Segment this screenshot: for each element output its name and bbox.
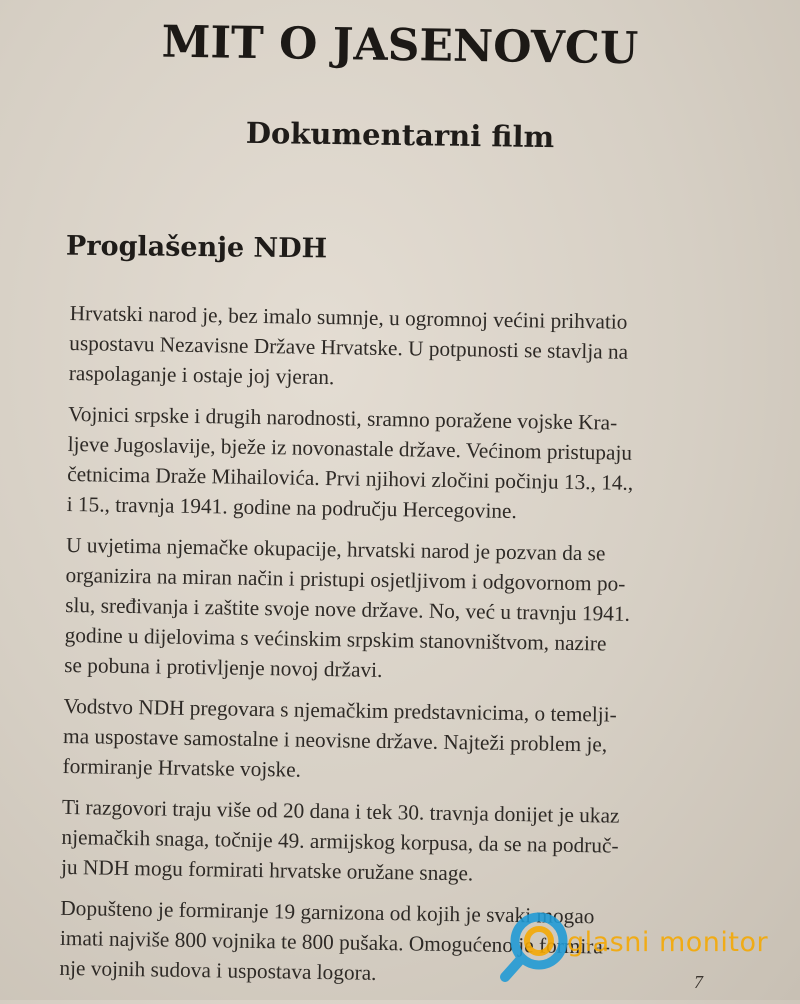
magnifier-o-logo-icon — [495, 905, 575, 985]
page-number: 7 — [694, 972, 703, 992]
text-line: njemačkih snaga, točnije 49. armijskog korpusa, da se na područ- — [61, 824, 619, 858]
text-line: godine u dijelovima s većinskim srpskim stanovništvom, nazire — [64, 622, 607, 656]
section-heading: Proglašenje NDH — [65, 230, 328, 265]
page-subtitle: Dokumentarni film — [245, 115, 555, 155]
paragraph — [62, 691, 703, 791]
text-line: organizira na miran način i pristupi osjetljivom i odgovornom po- — [65, 562, 626, 596]
text-line: četnicima Draže Mihailovića. Prvi njihovi zločini počinju 13., 14., — [67, 461, 634, 495]
text-line: U uvjetima njemačke okupacije, hrvatski narod je pozvan da se — [65, 532, 606, 566]
text-line: slu, sređivanja i zaštite svoje nove države. No, već u travnju 1941. — [64, 592, 631, 626]
text-line: uspostavu Nezavisne Države Hrvatske. U potpunosti se stavlja na — [69, 330, 629, 364]
text-line: Vodstvo NDH pregovara s njemačkim predstavnicima, o temelji- — [63, 693, 617, 727]
body-text — [59, 298, 710, 1004]
text-line: nje vojnih sudova i uspostava logora. — [59, 955, 377, 985]
text-line: Ti razgovori traju više od 20 dana i tek 30. travnja donijet je ukaz — [61, 794, 620, 828]
text-line: imati najviše 800 vojnika te 800 pušaka. Omogućeno je formira- — [59, 925, 611, 959]
text-line: ljeve Jugoslavije, bježe iz novonastale države. Većinom pristupaju — [67, 431, 633, 465]
text-line: formiranje Hrvatske vojske. — [62, 753, 302, 782]
page-title: MIT O JASENOVCU — [161, 16, 639, 75]
paragraph — [61, 792, 702, 892]
watermark-logo — [495, 905, 795, 985]
paragraph — [67, 399, 709, 529]
text-line: se pobuna i protivljenje novoj državi. — [64, 652, 383, 682]
paragraph — [64, 530, 706, 690]
text-line: Dopušteno je formiranje 19 garnizona od kojih je svaki mogao — [60, 895, 595, 929]
text-line: raspolaganje i ostaje joj vjeran. — [68, 360, 335, 390]
text-line: ma uspostave samostalne i neovisne države. Najteži problem je, — [62, 723, 608, 757]
text-line: ju NDH mogu formirati hrvatske oružane snage. — [60, 854, 474, 886]
text-line: Hrvatski narod je, bez imalo sumnje, u ogromnoj većini prihvatio — [69, 300, 628, 334]
watermark-text: glasni monitor — [567, 927, 769, 958]
paragraph — [69, 298, 710, 398]
text-line: i 15., travnja 1941. godine na području Hercegovine. — [66, 491, 517, 524]
text-line: Vojnici srpske i drugih narodnosti, sramno poražene vojske Kra- — [67, 401, 618, 435]
